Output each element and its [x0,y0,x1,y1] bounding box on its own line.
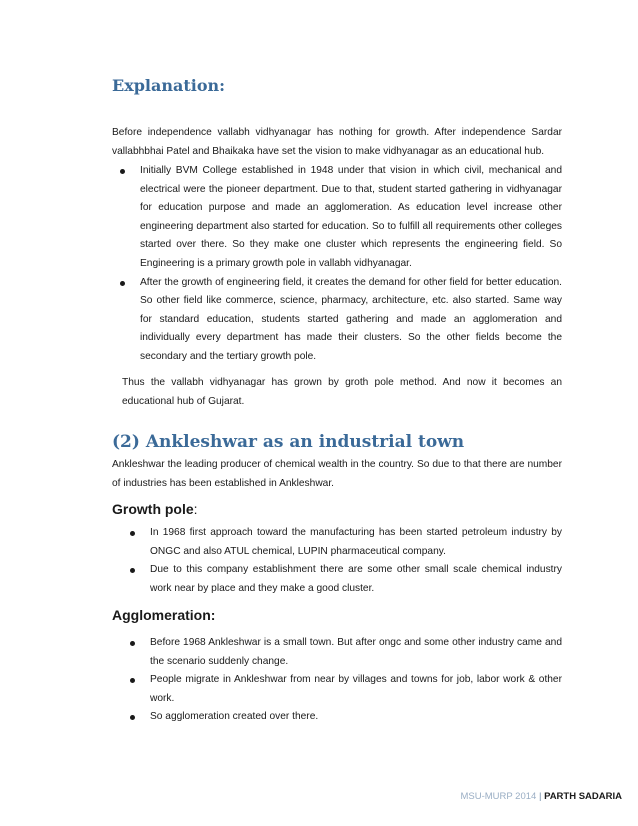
bullet-icon [130,531,135,536]
bullet-icon [130,568,135,573]
list-item-text: In 1968 first approach toward the manufacturing has been started petroleum industry by ONGC and also ATUL chemical, LUPIN pharmaceutical company. [150,527,562,557]
footer-separator: | [538,791,542,802]
growth-pole-bullet-list [122,524,562,598]
agglomeration-heading: Agglomeration: [112,607,216,623]
list-item-text: After the growth of engineering field, it creates the demand for other field for better education. So other field like commerce, science, pharmacy, architecture, etc. also started. Same way for standard education, students started gathering and made an agglomeration and individually every department has made their clusters. So the other fields become the secondary and the tertiary growth pole. [140,276,562,362]
ankleshwar-intro: Ankleshwar the leading producer of chemical wealth in the country. So due to that there are number of industries has been established in Ankleshwar. [112,459,562,489]
explanation-intro: Before independence vallabh vidhyanagar has nothing for growth. After independence Sardar vallabhbhai Patel and Bhaikaka have set the vision to make vidhyanagar as an educational hub. [112,127,562,157]
list-item [112,162,562,274]
bullet-icon [120,169,125,174]
growth-pole-heading-text: Growth pole [112,501,194,517]
list-item [122,708,562,727]
explanation-conclusion: Thus the vallabh vidhyanagar has grown by groth pole method. And now it becomes an educational hub of Gujarat. [122,377,562,407]
bullet-icon [130,641,135,646]
list-item [112,274,562,367]
list-item [122,634,562,671]
explanation-bullet-list [112,162,562,367]
bullet-icon [130,678,135,683]
list-item-text: Before 1968 Ankleshwar is a small town. But after ongc and some other industry came and the scenario suddenly change. [150,637,562,667]
footer-project: MSU-MURP 2014 [460,791,537,802]
agglomeration-bullet-list [122,634,562,727]
growth-pole-heading [112,501,198,517]
list-item-text: So agglomeration created over there. [150,711,319,723]
list-item-text: People migrate in Ankleshwar from near by villages and towns for job, labor work & other work. [150,674,562,704]
growth-pole-heading-colon: : [193,501,198,517]
list-item-text: Due to this company establishment there are some other small scale chemical industry work near by place and they make a good cluster. [150,564,562,594]
footer-author: PARTH SADARIA [544,791,622,802]
explanation-heading: Explanation: [112,76,226,95]
list-item-text: Initially BVM College established in 1948 under that vision in which civil, mechanical and electrical were the pioneer department. Due to that, student started gathering in vidhyanagar for education purpose and made an agglomeration. As education level increase other engineering department also started for education. So to fulfill all requirements other colleges started over there. So they make one cluster which represents the engineering field. So Engineering is a primary growth pole in vallabh vidhyanagar. [140,165,562,269]
list-item [122,561,562,598]
bullet-icon [130,715,135,720]
ankleshwar-heading: (2) Ankleshwar as an industrial town [112,432,465,452]
list-item [122,671,562,708]
bullet-icon [120,281,125,286]
list-item [122,524,562,561]
page-footer [460,791,622,802]
